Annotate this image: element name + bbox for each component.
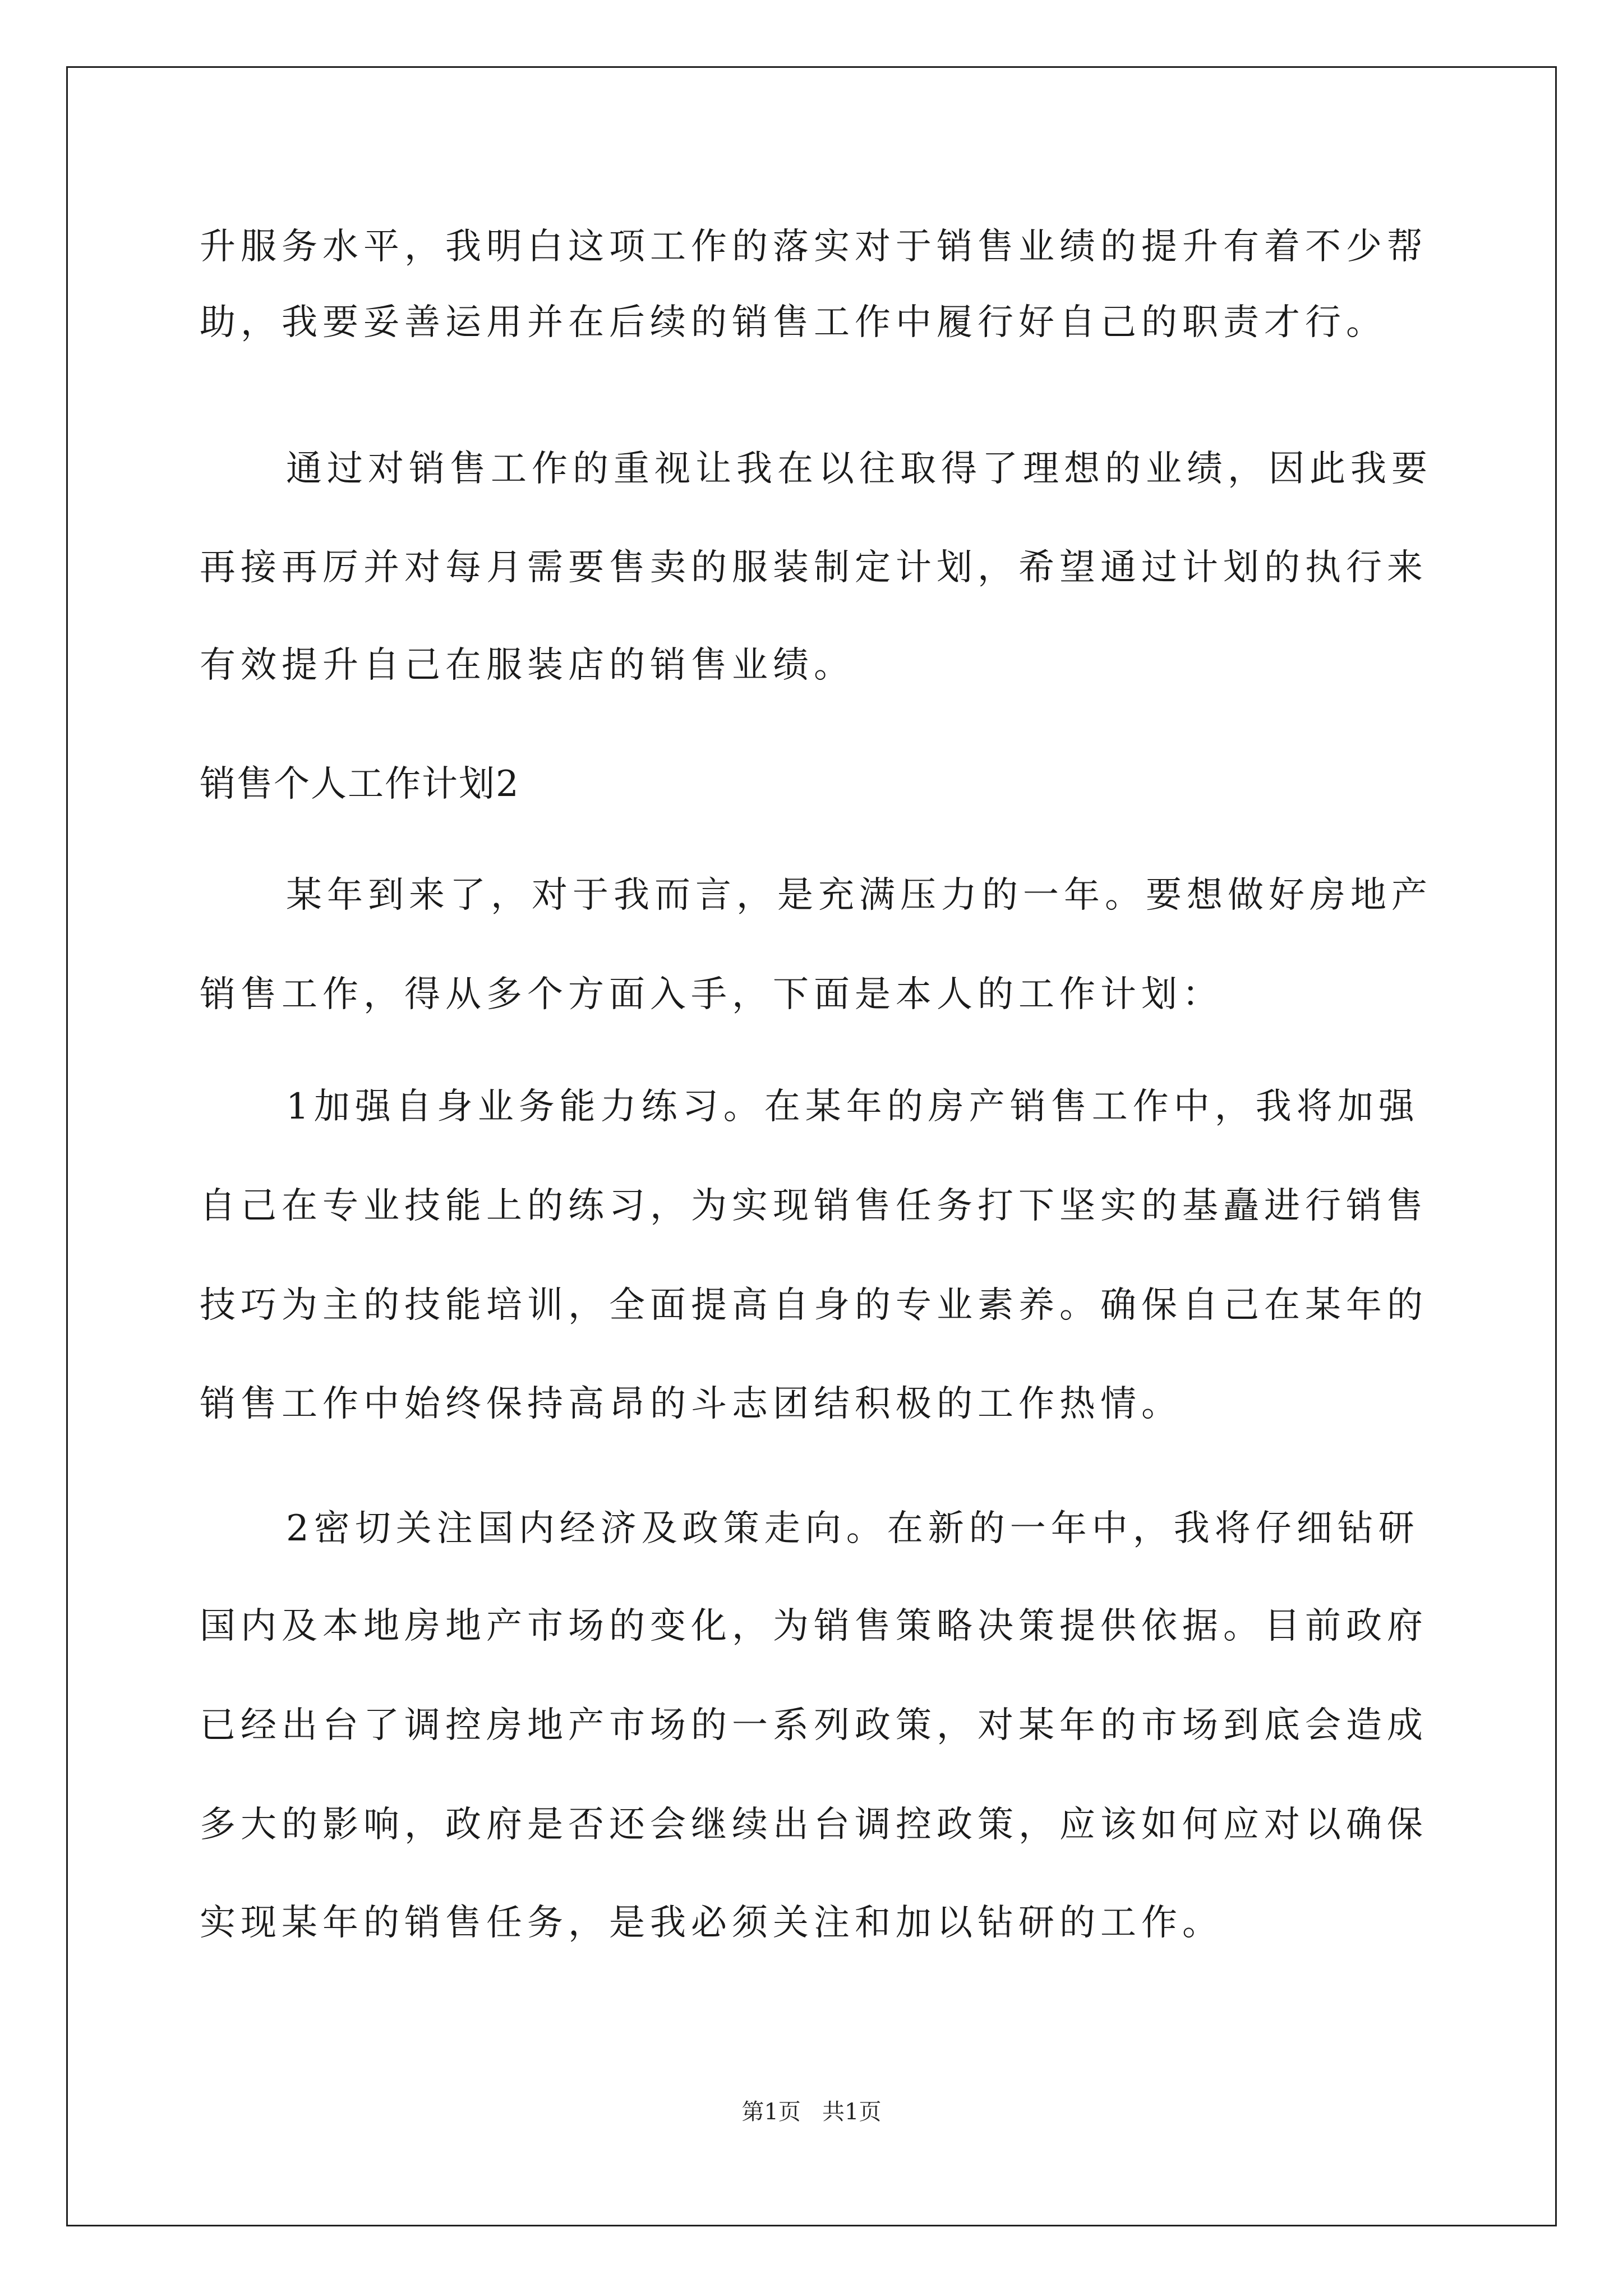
page-number-footer: 第1页 共1页 [741,2099,882,2125]
paragraph-line: 升服务水平，我明白这项工作的落实对于销售业绩的提升有着不少帮 [200,226,1428,268]
paragraph-line: 销售工作中始终保持高昂的斗志团结积极的工作热情。 [200,1383,1182,1425]
paragraph-line: 某年到来了，对于我而言，是充满压力的一年。要想做好房地产 [286,875,1432,916]
paragraph-line: 再接再厉并对每月需要售卖的服装制定计划，希望通过计划的执行来 [200,547,1428,588]
paragraph-line: 助，我要妥善运用并在后续的销售工作中履行好自己的职责才行。 [200,302,1387,343]
paragraph-line: 实现某年的销售任务，是我必须关注和加以钻研的工作。 [200,1902,1223,1944]
section-heading: 销售个人工作计划2 [200,763,520,805]
paragraph-line: 多大的影响，政府是否还会继续出台调控政策，应该如何应对以确保 [200,1804,1428,1846]
paragraph-line: 自己在专业技能上的练习，为实现销售任务打下坚实的基矗进行销售 [200,1185,1428,1227]
paragraph-line: 1加强自身业务能力练习。在某年的房产销售工作中，我将加强 [286,1086,1419,1128]
paragraph-line: 销售工作，得从多个方面入手，下面是本人的工作计划： [200,974,1223,1015]
paragraph-line: 已经出台了调控房地产市场的一系列政策，对某年的市场到底会造成 [200,1705,1428,1746]
paragraph-line: 技巧为主的技能培训，全面提高自身的专业素养。确保自己在某年的 [200,1285,1428,1326]
paragraph-line: 国内及本地房地产市场的变化，为销售策略决策提供依据。目前政府 [200,1605,1428,1647]
paragraph-line: 通过对销售工作的重视让我在以往取得了理想的业绩，因此我要 [286,448,1432,490]
paragraph-line: 2密切关注国内经济及政策走向。在新的一年中，我将仔细钻研 [286,1508,1419,1549]
paragraph-line: 有效提升自己在服装店的销售业绩。 [200,645,855,686]
